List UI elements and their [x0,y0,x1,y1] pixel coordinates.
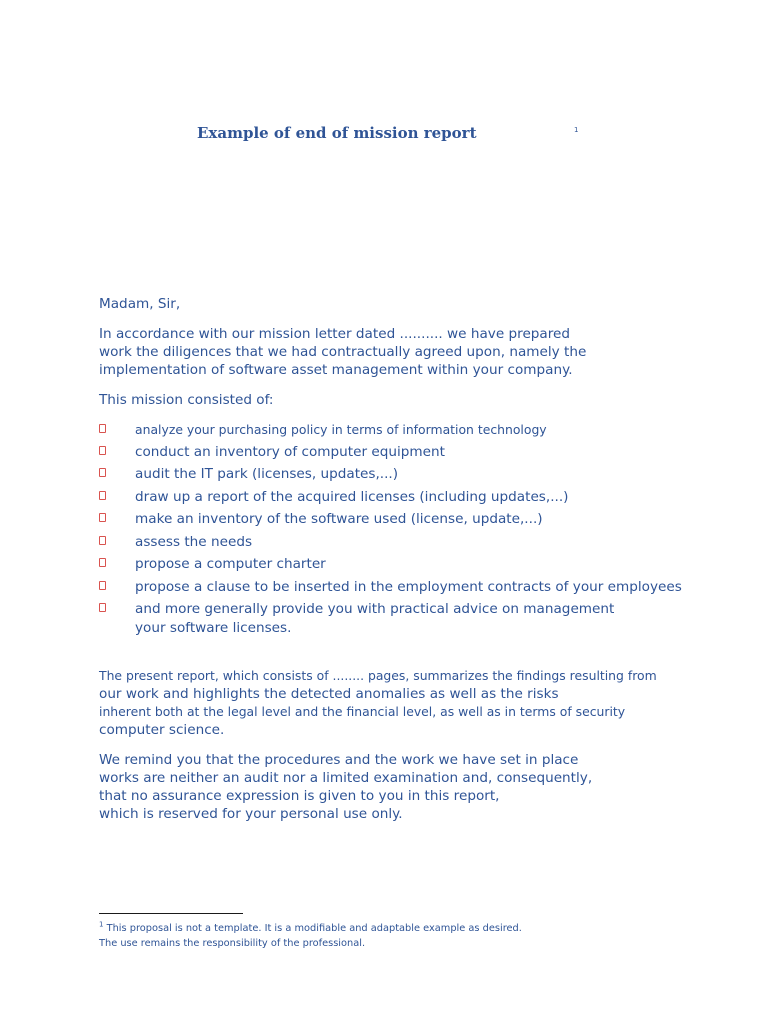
reminder-paragraph [99,751,592,823]
intro-line: implementation of software asset management within your company. [99,362,573,378]
list-item-label: propose a computer charter [135,556,326,572]
checkbox-bullet-icon [99,558,106,567]
checkbox-bullet-icon [99,581,106,590]
checkbox-bullet-icon [99,446,106,455]
reminder-line: We remind you that the procedures and the work we have set in place [99,752,579,768]
list-item-label: conduct an inventory of computer equipment [135,444,445,460]
intro-line: In accordance with our mission letter dated .......... we have prepared [99,326,571,342]
footnote-line [99,923,522,934]
list-item-label: and more generally provide you with practical advice on management [135,601,615,617]
document-title: Example of end of mission report [197,124,477,142]
title-footnote-mark: 1 [574,126,579,134]
report-paragraph [99,667,657,739]
list-item-label: analyze your purchasing policy in terms of information technology [135,422,547,437]
list-item-label: propose a clause to be inserted in the employment contracts of your employees [135,579,682,595]
footnote-text: This proposal is not a template. It is a modifiable and adaptable example as desired. [106,923,522,935]
report-line: inherent both at the legal level and the financial level, as well as in terms of security [99,704,626,719]
list-item-label: make an inventory of the software used (license, update,...) [135,511,543,527]
report-line: our work and highlights the detected anomalies as well as the risks [99,686,559,702]
checkbox-bullet-icon [99,468,106,477]
reminder-line: works are neither an audit nor a limited examination and, consequently, [99,770,593,786]
footnote [99,918,522,951]
list-item-label: draw up a report of the acquired licenses (including updates,...) [135,489,569,505]
checkbox-bullet-icon [99,603,106,612]
mission-heading: This mission consisted of: [99,392,274,408]
reminder-line: that no assurance expression is given to you in this report, [99,788,500,804]
intro-paragraph [99,325,586,379]
reminder-line: which is reserved for your personal use only. [99,806,403,822]
checkbox-bullet-icon [99,491,106,500]
footnote-line: The use remains the responsibility of the professional. [99,938,366,950]
checkbox-bullet-icon [99,424,106,433]
footnote-number: 1 [99,921,104,929]
checkbox-bullet-icon [99,513,106,522]
salutation: Madam, Sir, [99,296,181,312]
list-item-label: your software licenses. [135,620,292,636]
report-line: The present report, which consists of ........ pages, summarizes the findings resulting from [99,668,657,683]
footnote-divider [99,913,243,914]
intro-line: work the diligences that we had contractually agreed upon, namely the [99,344,587,360]
checkbox-bullet-icon [99,536,106,545]
list-item-label: audit the IT park (licenses, updates,...) [135,466,399,482]
report-line: computer science. [99,722,225,738]
list-item-label: assess the needs [135,534,253,550]
